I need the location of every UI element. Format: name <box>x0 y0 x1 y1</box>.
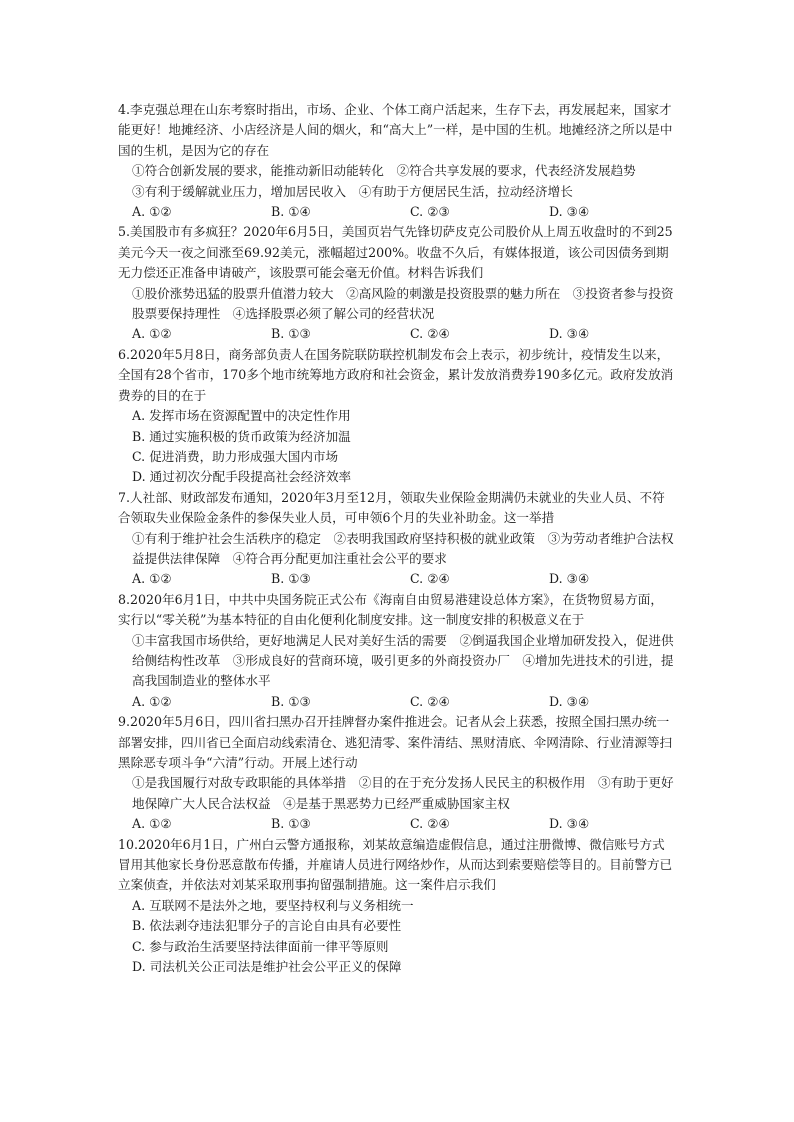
option-a: A. ①② <box>132 326 172 342</box>
question-9 <box>118 712 674 834</box>
question-stem: 6.2020年5月8日，商务部负责人在国务院联防联控机制发布会上表示，初步统计，疫情发生以来，全国有28个省市，170多个地市统筹地方政府和社会资金，累计发放消费券190多亿元。政府发放消费券的目的在于 <box>118 346 674 403</box>
choice-a: A. 互联网不是法外之地，要坚持权利与义务相统一 <box>132 897 414 913</box>
question-list <box>118 100 674 977</box>
option-b: B. ①③ <box>271 816 311 832</box>
option-c: C. ②④ <box>410 816 450 832</box>
option-b: B. ①④ <box>271 204 311 220</box>
choice-list <box>118 406 674 488</box>
option-d: D. ③④ <box>549 204 590 220</box>
statement-line: ①丰富我国市场供给，更好地满足人民对美好生活的需要 ②倒逼我国企业增加研发投入，促进供给侧结构性改革 ③形成良好的营商环境，吸引更多的外商投资办厂 ④增加先进技术的引进，提高我国制造业的整体水平 <box>132 632 674 689</box>
options-row <box>118 692 674 712</box>
option-d: D. ③④ <box>549 693 590 709</box>
question-stem: 10.2020年6月1日，广州白云警方通报称，刘某故意编造虚假信息，通过注册微博、微信账号方式冒用其他家长身份恶意散布传播，并雇请人员进行网络炒作，从而达到索要赔偿等目的。目前警方已立案侦查，并依法对刘某采取刑事拘留强制措施。这一案件启示我们 <box>118 836 673 893</box>
option-a: A. ①② <box>132 693 172 709</box>
question-stem: 4.李克强总理在山东考察时指出，市场、企业、个体工商户活起来，生存下去，再发展起来，国家才能更好！地摊经济、小店经济是人间的烟火，和“高大上”一样，是中国的生机。地摊经济之所以是中国的生机，是因为它的存在 <box>118 102 673 158</box>
question-7 <box>118 488 674 590</box>
options-row <box>118 569 674 589</box>
statement-line: ③有利于缓解就业压力，增加居民收入 ④有助于方便居民生活，拉动经济增长 <box>132 183 573 199</box>
choice-a: A. 发挥市场在资源配置中的决定性作用 <box>132 408 351 424</box>
option-d: D. ③④ <box>549 571 590 587</box>
choice-c: C. 参与政治生活要坚持法律面前一律平等原则 <box>132 938 389 954</box>
option-a: A. ①② <box>132 571 172 587</box>
option-c: C. ②③ <box>410 204 450 220</box>
option-c: C. ②④ <box>410 693 450 709</box>
statement-line: ①股价涨势迅猛的股票升值潜力较大 ②高风险的刺激是投资股票的魅力所在 ③投资者参与投资股票要保持理性 ④选择股票必须了解公司的经营状况 <box>132 285 674 322</box>
question-stem: 8.2020年6月1日，中共中央国务院正式公布《海南自由贸易港建设总体方案》，在货物贸易方面，实行以“零关税”为基本特征的自由化便利化制度安排。这一制度安排的积极意义在于 <box>118 591 663 628</box>
question-5 <box>118 222 674 344</box>
question-stem: 9.2020年5月6日，四川省扫黑办召开挂牌督办案件推进会。记者从会上获悉，按照全国扫黑办统一部署安排，四川省已全面启动线索清仓、逃犯清零、案件清结、黑财清底、伞网清除、行业清源等扫黑除恶专项斗争“六清”行动。开展上述行动 <box>118 714 673 770</box>
option-c: C. ②④ <box>410 326 450 342</box>
choice-c: C. 促进消费，助力形成强大国内市场 <box>132 448 339 464</box>
question-stem: 5.美国股市有多疯狂？2020年6月5日，美国页岩气先锋切萨皮克公司股价从上周五收盘时的不到25美元今天一夜之间涨至69.92美元，涨幅超过200%。收盘不久后，有媒体报道，该公司因债务到期无力偿还正准备申请破产，该股票可能会毫无价值。材料告诉我们 <box>118 224 673 281</box>
option-d: D. ③④ <box>549 816 590 832</box>
option-b: B. ①③ <box>271 571 311 587</box>
question-stem: 7.人社部、财政部发布通知，2020年3月至12月，领取失业保险金期满仍未就业的失业人员、不符合领取失业保险金条件的参保失业人员，可申领6个月的失业补助金。这一举措 <box>118 489 665 526</box>
option-b: B. ①③ <box>271 693 311 709</box>
option-a: A. ①② <box>132 204 172 220</box>
option-d: D. ③④ <box>549 326 590 342</box>
statement-line: ①是我国履行对敌专政职能的具体举措 ②目的在于充分发扬人民民主的积极作用 ③有助于更好地保障广大人民合法权益 ④是基于黑恶势力已经严重威胁国家主权 <box>132 775 674 811</box>
question-4 <box>118 100 674 222</box>
choice-list <box>118 896 674 978</box>
statement-line: ①有利于维护社会生活秩序的稳定 ②表明我国政府坚持积极的就业政策 ③为劳动者维护合法权益提供法律保障 ④符合再分配更加注重社会公平的要求 <box>132 530 674 566</box>
statement-line: ①符合创新发展的要求，能推动新旧动能转化 ②符合共享发展的要求，代表经济发展趋势 <box>132 163 636 179</box>
choice-d: D. 通过初次分配手段提高社会经济效率 <box>132 469 352 485</box>
choice-b: B. 依法剥夺违法犯罪分子的言论自由具有必要性 <box>132 918 402 934</box>
option-b: B. ①③ <box>271 326 311 342</box>
options-row <box>118 324 674 344</box>
question-8 <box>118 590 674 712</box>
question-10 <box>118 835 674 978</box>
options-row <box>118 202 674 222</box>
option-c: C. ②④ <box>410 571 450 587</box>
question-6 <box>118 345 674 488</box>
choice-d: D. 司法机关公正司法是维护社会公平正义的保障 <box>132 959 402 975</box>
options-row <box>118 814 674 834</box>
choice-b: B. 通过实施积极的货币政策为经济加温 <box>132 428 351 444</box>
option-a: A. ①② <box>132 816 172 832</box>
